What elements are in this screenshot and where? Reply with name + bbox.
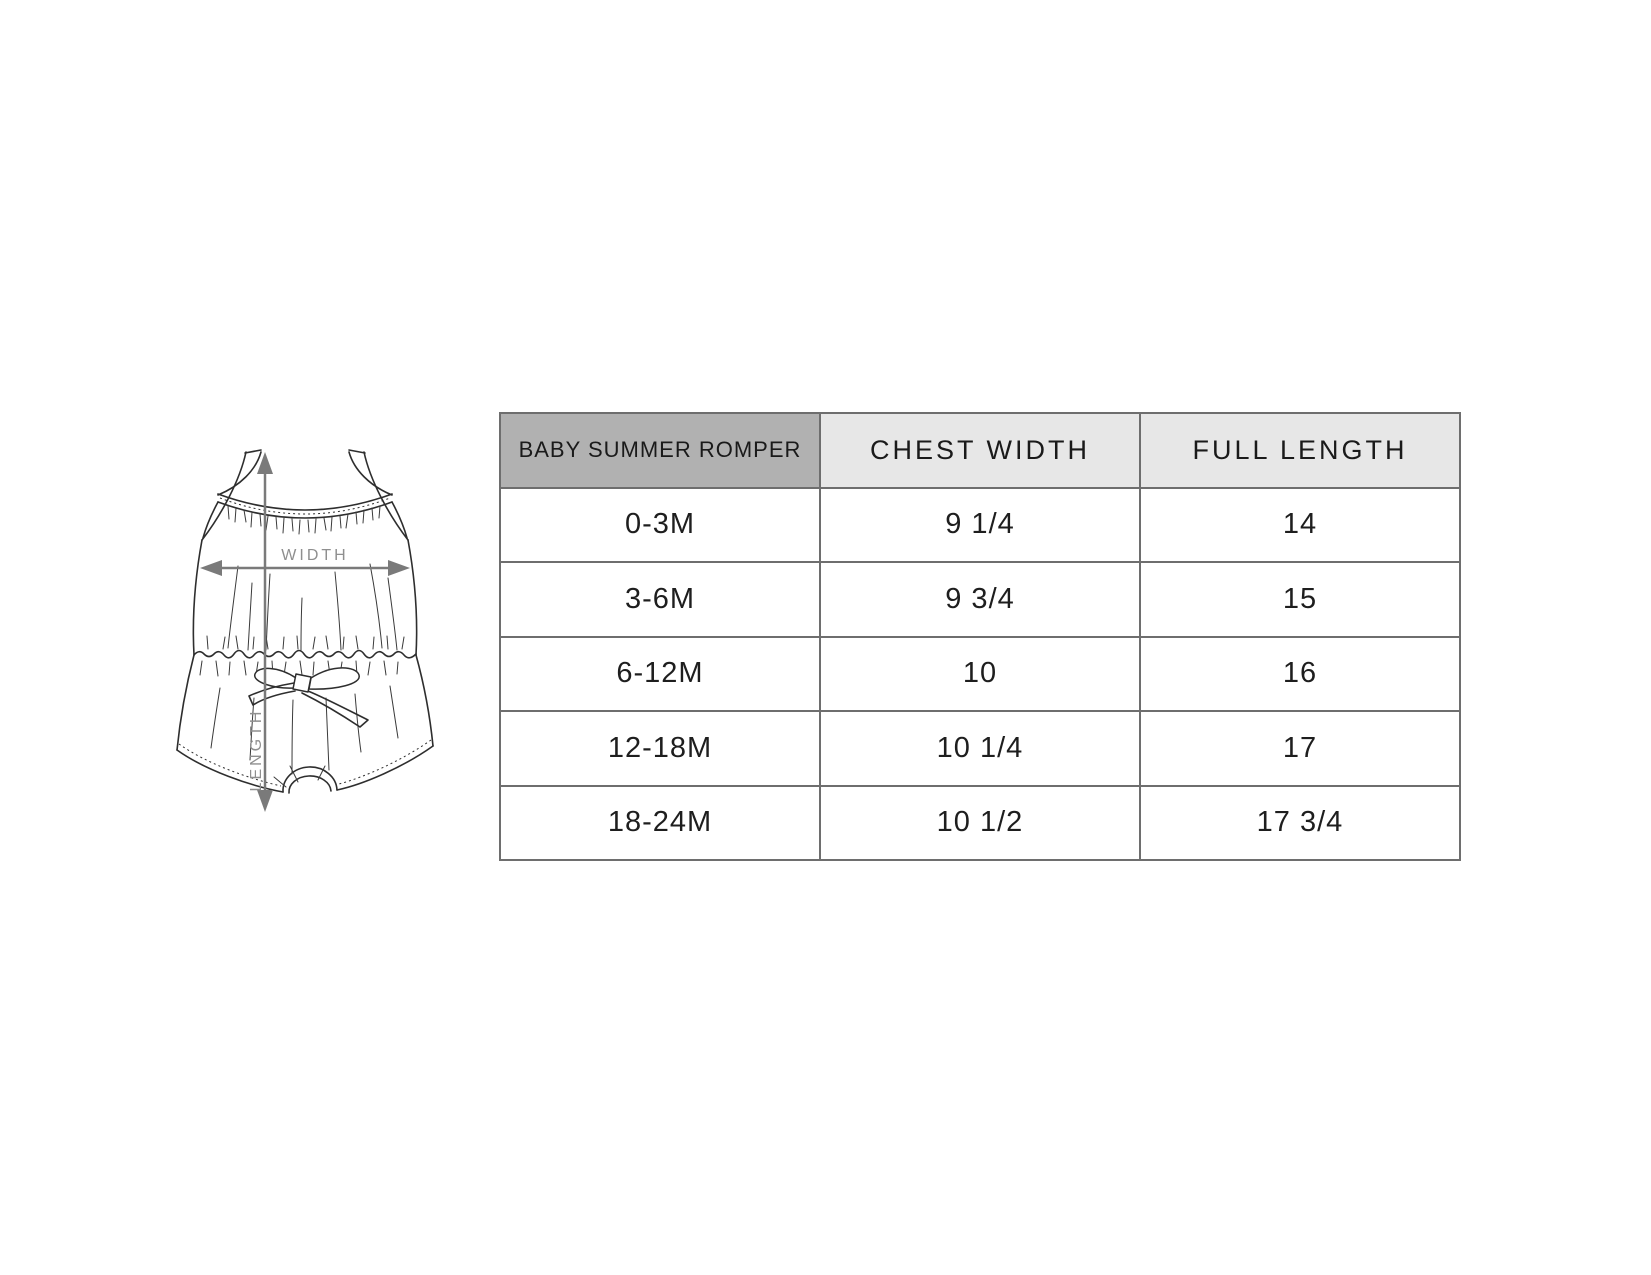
row-1-chest-width: 9 3/4 (821, 563, 1139, 636)
length-label: LENGTH (248, 708, 265, 792)
row-0-chest-width: 9 1/4 (821, 489, 1139, 562)
size-table (499, 412, 1461, 861)
header-chest-width: CHEST WIDTH (821, 414, 1139, 487)
header-full-length: FULL LENGTH (1141, 414, 1459, 487)
romper-technical-sketch (150, 398, 450, 828)
row-1-full-length: 15 (1141, 563, 1459, 636)
row-4-chest-width: 10 1/2 (821, 787, 1139, 860)
row-2-size: 6-12M (501, 638, 819, 711)
row-3-size: 12-18M (501, 712, 819, 785)
row-3-chest-width: 10 1/4 (821, 712, 1139, 785)
drawstring-bow (249, 668, 368, 727)
row-0-full-length: 14 (1141, 489, 1459, 562)
row-4-size: 18-24M (501, 787, 819, 860)
row-1-size: 3-6M (501, 563, 819, 636)
header-product-title: BABY SUMMER ROMPER (501, 414, 819, 487)
row-3-full-length: 17 (1141, 712, 1459, 785)
garment-outline (177, 450, 433, 793)
row-2-full-length: 16 (1141, 638, 1459, 711)
row-4-full-length: 17 3/4 (1141, 787, 1459, 860)
row-0-size: 0-3M (501, 489, 819, 562)
row-2-chest-width: 10 (821, 638, 1139, 711)
width-label: WIDTH (281, 547, 349, 564)
